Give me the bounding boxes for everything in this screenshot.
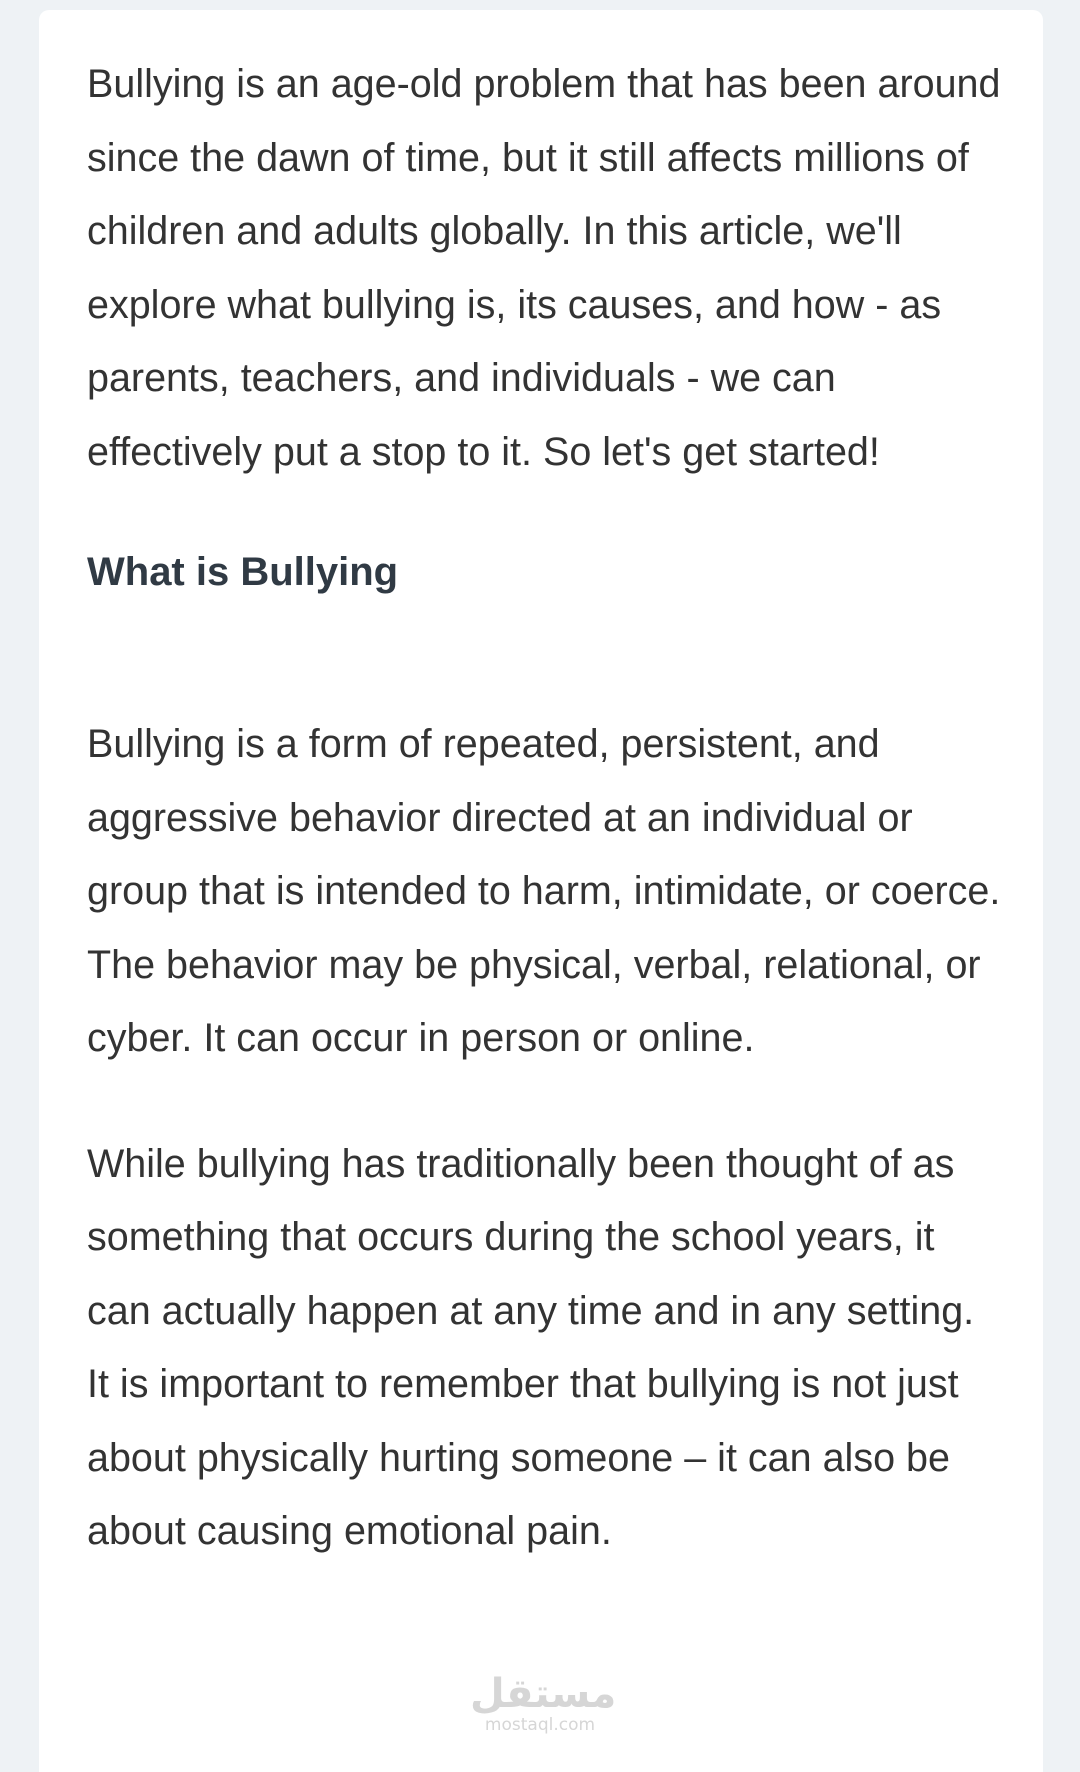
mostaql-watermark (470, 1671, 617, 1735)
article-card-top (39, 10, 1043, 680)
paragraph-spacer (87, 1076, 1003, 1128)
watermark-logo: مستقل (470, 1671, 617, 1717)
section-heading: What is Bullying (87, 550, 399, 594)
article-card-bottom (39, 680, 1043, 1772)
context-paragraph: While bullying has traditionally been thought of as something that occurs during the school years, it can actually happen at any time and in any setting. It is important to remember that bullying is not just about physically hurting someone – it can also be about causing emotional pain. (87, 1141, 975, 1553)
section-spacer (87, 489, 1003, 542)
watermark-url: mostaql.com (484, 1715, 596, 1735)
intro-paragraph: Bullying is an age-old problem that has been around since the dawn of time, but it still affects millions of children and adults globally. In this article, we'll explore what bullying is, its causes, and how - as parents, teachers, and individuals - we can effectively put a stop to it. So let's get started! (87, 62, 1001, 474)
definition-paragraph: Bullying is a form of repeated, persistent, and aggressive behavior directed at an individual or group that is intended to harm, intimidate, or coerce. The behavior may be physical, verbal, relational, or cyber. It can occur in person or online. (87, 722, 1001, 1060)
